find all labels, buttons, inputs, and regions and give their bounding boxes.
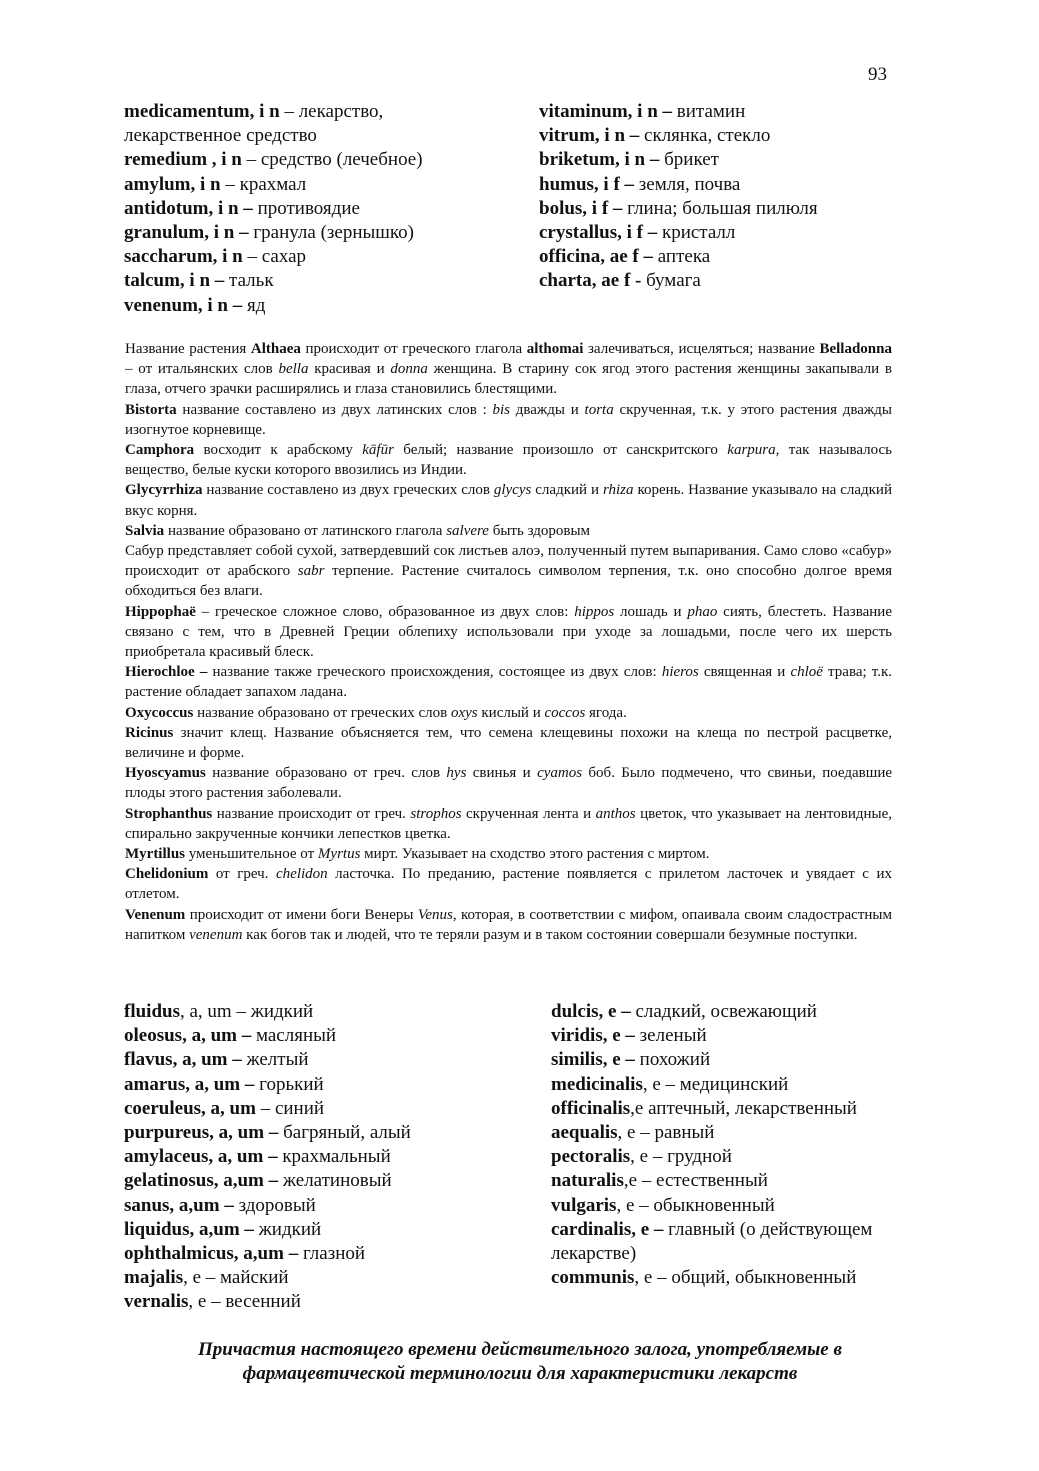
vocab-term: communis [551, 1267, 635, 1289]
vocab-gloss: – синий [255, 1097, 325, 1119]
vocab-entry [124, 245, 423, 269]
etymology-paragraph [125, 662, 892, 702]
etymology-text: значит клещ. Название объясняется тем, что семена клещевины похожи на клеща по пестрой расцветке, величине и форме. [125, 724, 892, 762]
etymon-word: strophos [410, 805, 462, 822]
section-heading [125, 1338, 915, 1386]
etymology-text: боб. Было подмечено, что свиньи, поедавшие плоды этого растения заболевали. [125, 765, 893, 802]
vocab-term: ophthalmicus, a,um – [124, 1243, 299, 1265]
etymology-paragraph [125, 521, 892, 541]
etymology-text: корень. Название указывало на сладкий вкус корня. [125, 482, 892, 519]
vocab-gloss: тальк [224, 270, 274, 292]
vocab-entry [551, 1169, 921, 1193]
plant-name: Hierochloe – [125, 664, 208, 681]
vocab-entry [124, 1024, 411, 1048]
etymology-paragraph [125, 864, 892, 904]
vocab-gloss: , e – медицинский [642, 1073, 789, 1095]
vocab-entry [124, 1169, 411, 1193]
plant-name: Chelidonium [125, 866, 209, 883]
etymology-paragraph [125, 844, 892, 864]
vocab-term: remedium , i n [124, 149, 242, 171]
etymon-word: coccos [544, 704, 586, 721]
vocab-term: similis, e – [551, 1049, 635, 1071]
etymology-text: которая, в соответствии с мифом, опаивала своим сладострастным напитком [125, 906, 892, 943]
etymology-paragraph [125, 763, 892, 803]
etymon-word: bella [278, 361, 309, 378]
vocab-term: coeruleus, a, um [124, 1097, 256, 1119]
etymology-text: быть здоровым [488, 522, 591, 539]
vocab-entry [124, 1290, 411, 1314]
etymology-text: мирт. Указывает на сходство этого растения с миртом. [360, 846, 710, 863]
etymology-paragraph [125, 905, 892, 945]
vocab-gloss: масляный [251, 1025, 337, 1047]
vocab-term: dulcis, e – [551, 1001, 631, 1022]
vocab-entry [124, 173, 423, 197]
vocab-list-nouns-right [539, 100, 818, 294]
page-number: 93 [868, 64, 887, 85]
etymon-word: oxys [450, 704, 478, 721]
etymology-paragraph [125, 480, 892, 520]
vocab-entry [539, 269, 818, 293]
plant-name: Venenum [125, 906, 186, 923]
vocab-entry [539, 148, 818, 172]
vocab-entry [124, 1073, 411, 1097]
vocab-term: purpureus, a, um – [124, 1122, 279, 1144]
etymology-text: белый; название произошло от санскритского [393, 442, 728, 459]
vocab-term: gelatinosus, a,um – [124, 1170, 279, 1192]
etymology-notes [125, 339, 892, 945]
vocab-term: antidotum, i n – [124, 197, 253, 219]
vocab-entry [551, 1073, 921, 1097]
vocab-gloss: , e – обыкновенный [616, 1194, 775, 1216]
vocab-entry [551, 1266, 921, 1290]
plant-name: althomai [526, 341, 584, 357]
vocab-gloss: яд [242, 294, 266, 316]
vocab-gloss: – крахмал [220, 173, 307, 195]
vocab-entry [539, 124, 818, 148]
etymology-text: кислый и [477, 704, 545, 721]
vocab-entry [124, 1145, 411, 1169]
etymology-text: так называлось вещество, белые куски которого ввозились из Индии. [125, 442, 893, 479]
etymology-text: ягода. [585, 704, 627, 721]
vocab-gloss: , e – грудной [630, 1146, 732, 1168]
plant-name: Strophanthus [125, 805, 213, 822]
vocab-term: officina, ae f – [539, 246, 653, 268]
vocab-term: granulum, i n – [124, 222, 249, 244]
etymology-paragraph [125, 541, 892, 602]
etymon-word: karpura, [727, 442, 780, 459]
vocab-gloss: гранула (зернышко) [248, 222, 414, 244]
vocab-entry [124, 294, 423, 318]
etymology-text: происходит от греческого глагола [300, 341, 527, 357]
vocab-gloss: ,e аптечный, лекарственный [630, 1097, 857, 1119]
vocab-gloss: , е – майский [183, 1267, 289, 1289]
vocab-gloss: , е – весенний [188, 1291, 301, 1313]
etymology-text: происходит от имени боги Венеры [185, 906, 418, 923]
vocab-gloss: желтый [241, 1049, 309, 1071]
vocab-gloss: глина; большая пилюля [622, 197, 818, 219]
plant-name: Oxycoccus [125, 704, 194, 721]
etymon-word: chloё [790, 664, 823, 681]
vocab-entry [124, 1266, 411, 1290]
vocab-entry [551, 1097, 921, 1121]
etymology-text: священная и [698, 664, 791, 681]
vocab-gloss: зеленый [634, 1025, 707, 1047]
etymology-text: дважды и [510, 401, 585, 418]
etymon-word: anthos [595, 805, 636, 822]
vocab-gloss: главный (о действующем лекарстве) [551, 1218, 873, 1265]
etymon-word: venenum [189, 926, 243, 943]
vocab-term: saccharum, i n [124, 246, 243, 268]
vocab-entry [551, 1024, 921, 1048]
vocab-entry [124, 221, 423, 245]
etymology-paragraph [125, 703, 892, 723]
vocab-entry [124, 1121, 411, 1145]
etymon-word: hieros [661, 664, 699, 681]
plant-name: Camphora [125, 442, 195, 459]
vocab-list-adjectives-right [551, 1000, 921, 1290]
vocab-gloss: – лекарство, [279, 101, 384, 122]
etymology-paragraph [125, 602, 892, 663]
etymon-word: sabr [297, 563, 325, 580]
vocab-term: amylum, i n [124, 173, 221, 195]
etymology-text: – от итальянских слов [125, 361, 279, 378]
vocab-entry [539, 173, 818, 197]
vocab-gloss: крахмальный [277, 1146, 391, 1168]
vocab-entry [124, 100, 423, 124]
vocab-gloss: горький [254, 1073, 324, 1095]
vocab-gloss: бумага [641, 270, 701, 292]
etymology-text: Название растения [125, 341, 251, 357]
etymology-text: название образовано от греч. слов [205, 765, 447, 782]
vocab-entry [124, 1048, 411, 1072]
vocab-entry [551, 1218, 921, 1266]
etymology-text: название составлено из двух латинских слов : [176, 401, 493, 418]
vocab-gloss: , e – общий, обыкновенный [634, 1267, 857, 1289]
etymon-word: rhiza [602, 482, 634, 499]
vocab-term: talcum, i n – [124, 270, 225, 292]
vocab-term: majalis [124, 1267, 184, 1289]
etymology-text: название происходит от греч. [212, 805, 411, 822]
etymology-text: – греческое сложное слово, образованное из двух слов: [195, 603, 575, 620]
vocab-entry [124, 124, 423, 148]
etymon-word: donna [390, 361, 428, 378]
etymology-text: терпение. Растение считалось символом терпения, т.к. оно способно долгое время обходиться без влаги. [125, 563, 892, 600]
etymology-text: скрученная, т.к. у этого растения дважды изогнутое корневище. [125, 401, 892, 438]
etymology-text: как богов так и людей, что те теряли разум и в таком состоянии совершали безумные поступки. [242, 926, 858, 943]
vocab-gloss: – сахар [242, 246, 307, 268]
vocab-list-nouns-left [124, 100, 423, 318]
vocab-gloss: противоядие [252, 197, 360, 219]
vocab-gloss: кристалл [657, 222, 736, 244]
vocab-gloss: ,e – естественный [623, 1170, 768, 1192]
etymology-text: Сабур представляет собой сухой, затвердевший сок листьев алоэ, полученный путем выпаривания. Само слово «сабур» происходит от арабского [125, 543, 892, 580]
vocab-gloss: земля, почва [634, 173, 741, 195]
vocab-entry [539, 197, 818, 221]
vocab-term: vulgaris [551, 1194, 617, 1216]
vocab-gloss: сладкий, освежающий [630, 1001, 817, 1022]
etymology-text: название также греческого происхождения, состоящее из двух слов: [207, 664, 662, 681]
etymology-text: сиять, блестеть. Название связано с тем, что в Древней Греции облепиху использовали при уходе за лошадьми, после чего их шерсть приобретала красивый блеск. [125, 603, 892, 661]
vocab-term: viridis, e – [551, 1025, 635, 1047]
vocab-gloss: жидкий [253, 1218, 322, 1240]
vocab-entry [539, 221, 818, 245]
vocab-entry [551, 1145, 921, 1169]
vocab-entry [539, 100, 818, 124]
etymology-text: красивая и [308, 361, 391, 378]
vocab-entry [551, 1121, 921, 1145]
plant-name: Bistorta [125, 401, 177, 418]
vocab-term: sanus, a,um – [124, 1194, 234, 1216]
vocab-gloss: брикет [659, 149, 719, 171]
etymology-paragraph [125, 804, 892, 844]
vocab-term: liquidus, a,um – [124, 1218, 254, 1240]
etymology-text: сладкий и [531, 482, 603, 499]
etymon-word: chelidon [276, 866, 328, 883]
vocab-gloss: похожий [634, 1049, 711, 1071]
vocab-term: oleosus, a, um – [124, 1025, 252, 1047]
vocab-gloss: багряный, алый [278, 1122, 411, 1144]
vocab-gloss: склянка, стекло [639, 125, 771, 147]
etymon-word: Venus, [417, 906, 457, 923]
etymology-text: название образовано от латинского глагола [164, 522, 447, 539]
vocab-term: vitrum, i n – [539, 125, 640, 147]
vocab-term: briketum, i n – [539, 149, 660, 171]
vocab-term: amylaceus, a, um – [124, 1146, 278, 1168]
vocab-term: naturalis [551, 1170, 624, 1192]
etymology-text: от греч. [208, 866, 276, 883]
etymology-text: ласточка. По преданию, растение появляется с прилетом ласточек и увядает с их отлетом. [125, 866, 893, 903]
vocab-term: medicinalis [551, 1073, 643, 1095]
vocab-term: pectoralis [551, 1146, 631, 1168]
vocab-term: vitaminum, i n – [539, 101, 673, 122]
etymon-word: salvere [446, 522, 489, 539]
etymology-text: название образовано от греческих слов [193, 704, 451, 721]
etymology-paragraph [125, 339, 892, 400]
plant-name: Hippophaё [125, 603, 196, 620]
vocab-term: fluidus [124, 1001, 180, 1022]
etymology-text: трава; т.к. растение обладает запахом ладана. [125, 664, 892, 701]
plant-name: Myrtillus [125, 846, 185, 863]
vocab-term: vernalis [124, 1291, 189, 1313]
vocab-gloss: лекарственное средство [124, 125, 317, 147]
vocab-list-adjectives-left [124, 1000, 411, 1315]
vocab-term: flavus, a, um – [124, 1049, 242, 1071]
section-heading-line: Причастия настоящего времени действительного залога, употребляемые в [198, 1339, 842, 1360]
vocab-entry [551, 1000, 921, 1024]
vocab-gloss: , a, um – жидкий [179, 1001, 314, 1022]
vocab-entry [124, 269, 423, 293]
vocab-entry [124, 1218, 411, 1242]
plant-name: Belladonna [819, 341, 892, 357]
vocab-entry [124, 1097, 411, 1121]
etymon-word: torta [584, 401, 614, 418]
plant-name: Althaea [250, 341, 301, 357]
vocab-term: humus, i f – [539, 173, 635, 195]
etymology-text: женщина. В старину сок ягод этого растения женщины закапывали в глаза, отчего зрачки расширялись и глаза становились блестящими. [125, 361, 892, 398]
vocab-term: officinalis [551, 1097, 631, 1119]
vocab-gloss: желатиновый [278, 1170, 392, 1192]
plant-name: Glycyrrhiza [125, 482, 203, 499]
etymon-word: kāfūr [362, 442, 394, 459]
vocab-term: amarus, a, um – [124, 1073, 255, 1095]
etymology-paragraph [125, 400, 892, 440]
etymon-word: hippos [574, 603, 615, 620]
vocab-term: charta, ae f - [539, 270, 642, 292]
etymology-paragraph [125, 723, 892, 763]
etymology-text: уменьшительное от [185, 846, 318, 863]
plant-name: Ricinus [125, 724, 174, 741]
vocab-entry [124, 197, 423, 221]
vocab-gloss: здоровый [233, 1194, 316, 1216]
vocab-term: aequalis [551, 1122, 618, 1144]
vocab-term: crystallus, i f – [539, 222, 658, 244]
etymon-word: glycys [493, 482, 532, 499]
etymology-text: лошадь и [614, 603, 688, 620]
etymology-text: цветок, что указывает на лентовидные, спирально закрученные кончики лепестков цветка. [125, 805, 893, 842]
etymology-text: скрученная лента и [461, 805, 596, 822]
vocab-entry [539, 245, 818, 269]
vocab-term: venenum, i n – [124, 294, 243, 316]
vocab-term: medicamentum, i n [124, 101, 280, 122]
etymology-text: название составлено из двух греческих слов [202, 482, 494, 499]
vocab-term: bolus, i f – [539, 197, 623, 219]
etymon-word: Myrtus [317, 846, 361, 863]
etymology-paragraph [125, 440, 892, 480]
section-heading-line: фармацевтической терминологии для характеристики лекарств [242, 1363, 798, 1384]
vocab-entry [124, 148, 423, 172]
etymon-word: hys [446, 765, 467, 782]
vocab-entry [551, 1194, 921, 1218]
plant-name: Salvia [125, 522, 165, 539]
etymon-word: cyamos [537, 765, 583, 782]
vocab-gloss: , e – равный [617, 1122, 715, 1144]
vocab-gloss: глазной [298, 1243, 366, 1265]
etymology-text: свинья и [466, 765, 538, 782]
etymon-word: phao [687, 603, 718, 620]
vocab-entry [124, 1242, 411, 1266]
vocab-gloss: – средство (лечебное) [241, 149, 423, 171]
vocab-term: cardinalis, e – [551, 1218, 664, 1240]
etymon-word: bis [492, 401, 511, 418]
vocab-entry [551, 1048, 921, 1072]
vocab-entry [124, 1194, 411, 1218]
plant-name: Hyoscyamus [125, 765, 206, 782]
vocab-gloss: витамин [672, 101, 746, 122]
vocab-entry [124, 1000, 411, 1024]
etymology-text: залечиваться, исцеляться; название [583, 341, 820, 357]
etymology-text: восходит к арабскому [194, 442, 363, 459]
vocab-gloss: аптека [652, 246, 711, 268]
